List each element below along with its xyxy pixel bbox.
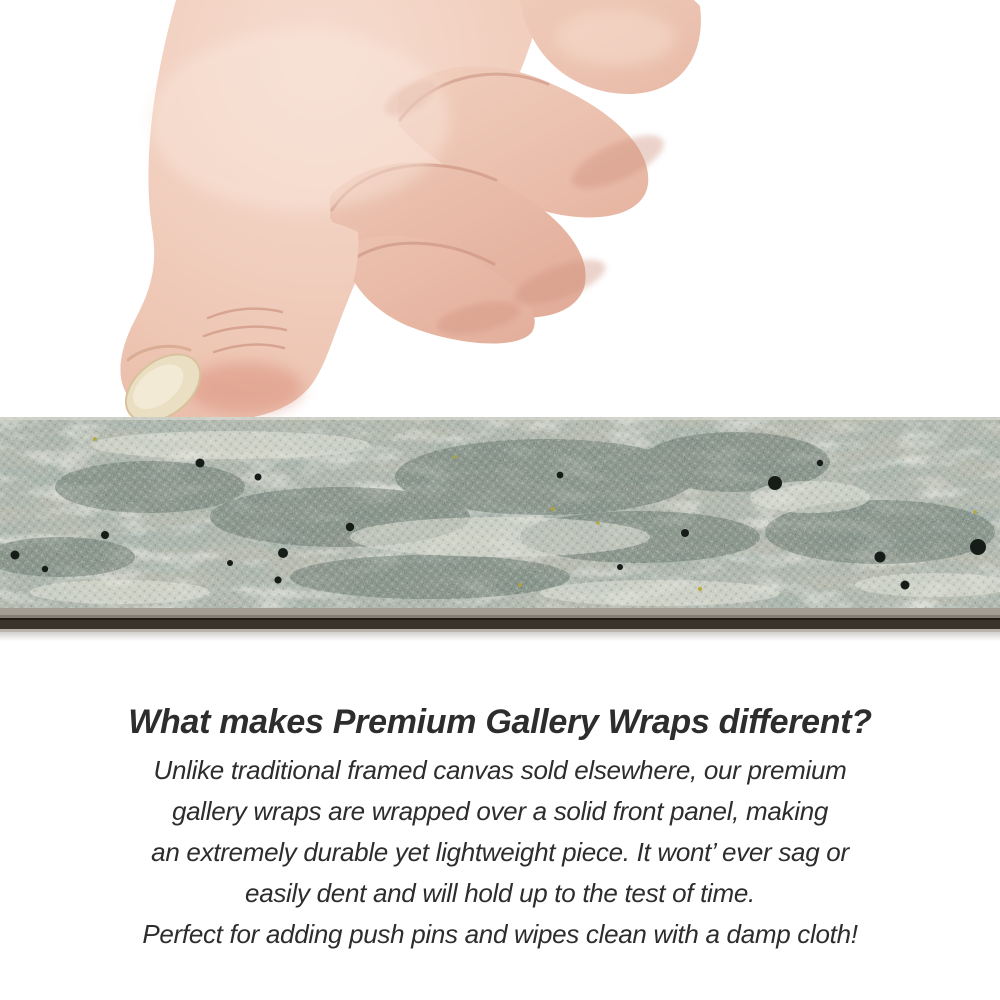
- canvas-fold-shade: [0, 615, 1000, 618]
- hand-illustration: [0, 0, 1000, 418]
- canvas-edge-line: [0, 618, 1000, 620]
- canvas-top-highlight: [0, 417, 1000, 420]
- info-heading: What makes Premium Gallery Wraps different?: [128, 703, 872, 741]
- info-line-4: easily dent and will hold up to the test of time.: [245, 878, 755, 908]
- thumb-blush: [187, 362, 303, 414]
- canvas-strip-photo: [0, 417, 1000, 632]
- canvas-grain: [0, 417, 1000, 608]
- info-text: [0, 700, 1000, 955]
- info-line-5: Perfect for adding push pins and wipes clean with a damp cloth!: [142, 919, 858, 949]
- hand-photo: [0, 0, 1000, 418]
- info-line-1: Unlike traditional framed canvas sold elsewhere, our premium: [153, 755, 847, 785]
- canvas-strip-illustration: [0, 417, 1000, 632]
- palm-sheen: [150, 30, 450, 210]
- info-line-3: an extremely durable yet lightweight piece. It wont’ ever sag or: [151, 837, 849, 867]
- info-line-2: gallery wraps are wrapped over a solid front panel, making: [171, 796, 829, 826]
- knuckle-sheen: [555, 10, 675, 66]
- canvas-strip-shadow: [0, 632, 1000, 641]
